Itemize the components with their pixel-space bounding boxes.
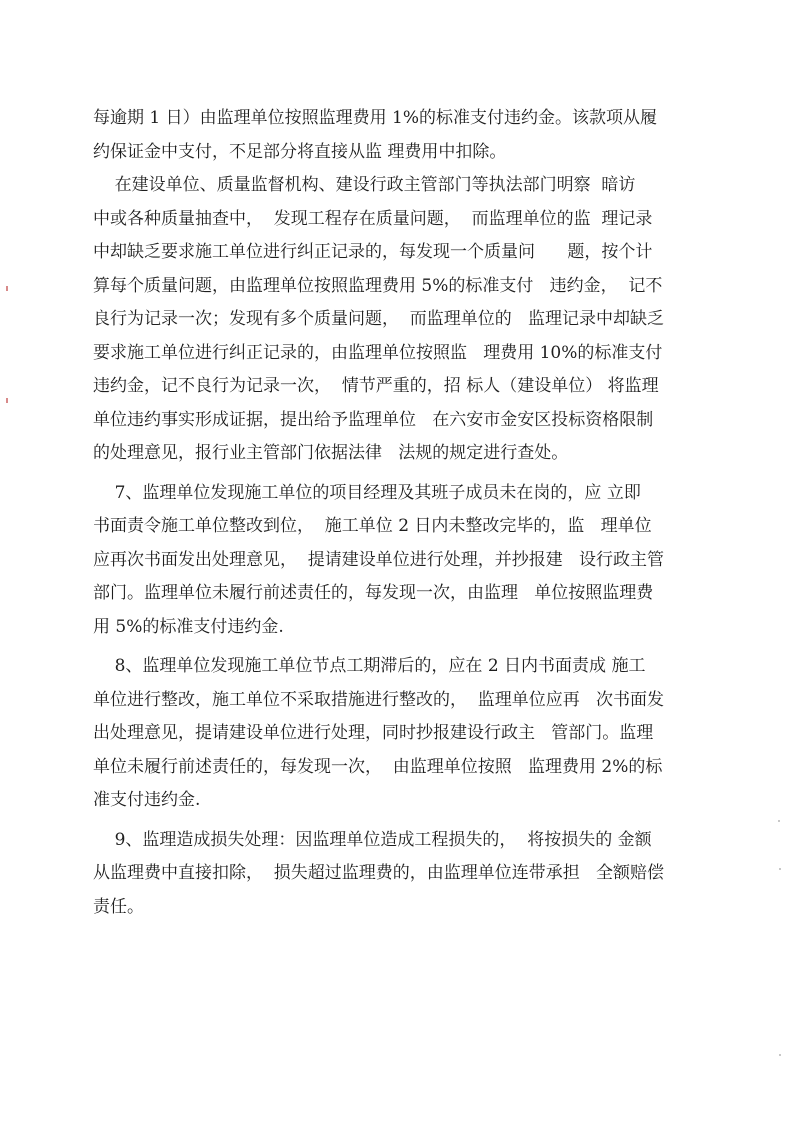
text-line: 在建设单位、质量监督机构、建设行政主管部门等执法部门明察 暗访 [93, 175, 636, 195]
scan-mark [6, 398, 8, 403]
paragraph-item-7 [93, 477, 713, 645]
text-line: 每逾期 1 日）由监理单位按照监理费用 1%的标准支付违约金。该款项从履 [93, 108, 657, 128]
text-line: 书面责令施工单位整改到位， 施工单位 2 日内未整改完毕的，监 理单位 [93, 516, 652, 536]
text-line: 单位违约事实形成证据，提出给予监理单位 在六安市金安区投标资格限制 [93, 409, 654, 430]
text-line: 准支付违约金. [93, 790, 201, 810]
paragraph-item-9 [93, 824, 713, 925]
text-line: 9、监理造成损失处理：因监理单位造成工程损失的， 将按损失的 金额 [93, 829, 652, 850]
scan-dot [779, 868, 781, 870]
text-line: 要求施工单位进行纠正记录的，由监理单位按照监 理费用 10%的标准支付 [93, 342, 663, 363]
text-line: 部门。监理单位未履行前述责任的，每发现一次，由监理 单位按照监理费 [93, 583, 654, 603]
text-line: 算每个质量问题，由监理单位按照监理费用 5%的标准支付 违约金， 记不 [93, 275, 663, 296]
text-line: 7、监理单位发现施工单位的项目经理及其班子成员未在岗的，应 立即 [93, 482, 641, 503]
text-line: 责任。 [93, 896, 144, 917]
document-body [93, 102, 713, 924]
paragraph-item-8 [93, 650, 713, 818]
text-line: 出处理意见，提请建设单位进行处理，同时抄报建设行政主 管部门。监理 [93, 723, 654, 743]
text-line: 良行为记录一次；发现有多个质量问题， 而监理单位的 监理记录中却缺乏 [93, 309, 665, 329]
text-line: 约保证金中支付，不足部分将直接从监 理费用中扣除。 [93, 141, 507, 162]
text-line: 8、监理单位发现施工单位节点工期滞后的，应在 2 日内书面责成 施工 [93, 656, 646, 676]
text-line: 中却缺乏要求施工单位进行纠正记录的，每发现一个质量问 题，按个计 [93, 242, 653, 262]
scan-dot [778, 820, 780, 822]
text-line: 单位未履行前述责任的，每发现一次， 由监理单位按照 监理费用 2%的标 [93, 756, 663, 777]
scan-mark [6, 286, 8, 291]
scan-dot [779, 1054, 781, 1056]
text-line: 的处理意见，报行业主管部门依据法律 法规的规定进行查处。 [93, 443, 569, 463]
paragraph-quality-inspection [93, 169, 713, 471]
text-line: 从监理费中直接扣除， 损失超过监理费的，由监理单位连带承担 全额赔偿 [93, 863, 665, 883]
paragraph-carryover [93, 102, 713, 169]
text-line: 单位进行整改，施工单位不采取措施进行整改的， 监理单位应再 次书面发 [93, 689, 665, 710]
text-line: 应再次书面发出处理意见， 提请建设单位进行处理，并抄报建 设行政主管 [93, 549, 665, 570]
text-line: 用 5%的标准支付违约金. [93, 616, 284, 637]
text-line: 违约金，记不良行为记录一次， 情节严重的，招 标人（建设单位） 将监理 [93, 376, 659, 396]
text-line: 中或各种质量抽查中， 发现工程存在质量问题， 而监理单位的监 理记录 [93, 208, 653, 229]
